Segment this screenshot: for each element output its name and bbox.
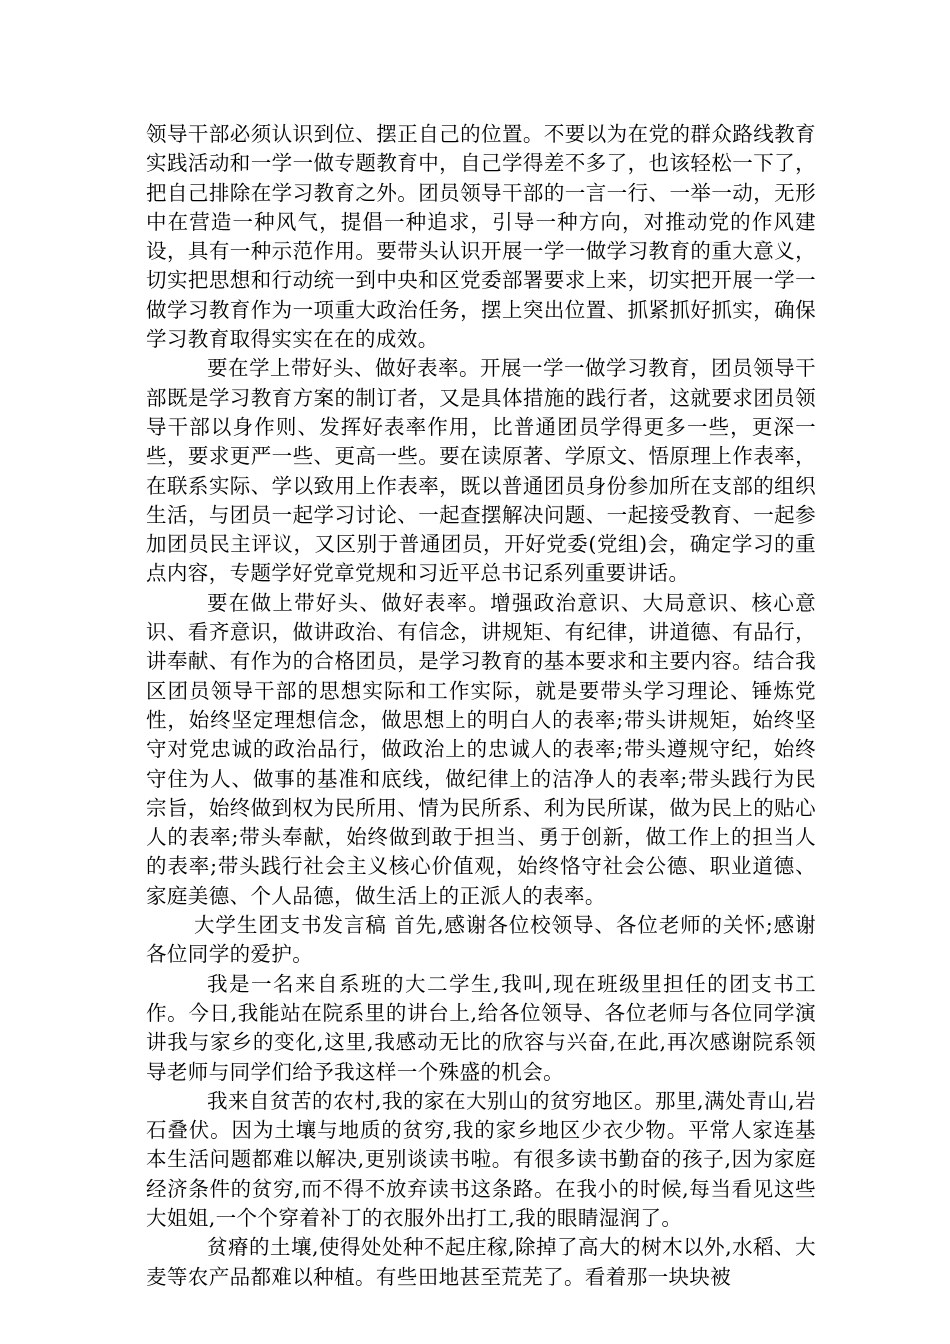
paragraph-2: 要在学上带好头、做好表率。开展一学一做学习教育，团员领导干部既是学习教育方案的制订者，又是具体措施的践行者，这就要求团员领导干部以身作则、发挥好表率作用，比普通团员学得更多一些，更深一些，要求更严一些、更高一些。要在读原著、学原文、悟原理上作表率，在联系实际、学以致用上作表率，既以普通团员身份参加所在支部的组织生活，与团员一起学习讨论、一起查摆解决问题、一起接受教育、一起参加团员民主评议，又区别于普通团员，开好党委(党组)会，确定学习的重点内容，专题学好党章党规和习近平总书记系列重要讲话。: [146, 356, 816, 586]
paragraph-1: 领导干部必须认识到位、摆正自己的位置。不要以为在党的群众路线教育实践活动和一学一做专题教育中，自己学得差不多了，也该轻松一下了，把自己排除在学习教育之外。团员领导干部的一言一行、一举一动，无形中在营造一种风气，提倡一种追求，引导一种方向，对推动党的作风建设，具有一种示范作用。要带头认识开展一学一做学习教育的重大意义，切实把思想和行动统一到中央和区党委部署要求上来，切实把开展一学一做学习教育作为一项重大政治任务，摆上突出位置、抓紧抓好抓实，确保学习教育取得实实在在的成效。: [146, 122, 816, 352]
paragraph-4: 大学生团支书发言稿 首先,感谢各位校领导、各位老师的关怀;感谢各位同学的爱护。: [146, 913, 816, 967]
paragraph-5: 我是一名来自系班的大二学生,我叫,现在班级里担任的团支书工作。今日,我能站在院系里的讲台上,给各位领导、各位老师与各位同学演讲我与家乡的变化,这里,我感动无比的欣容与兴奋,在此,再次感谢院系领导老师与同学们给予我这样一个殊盛的机会。: [146, 971, 816, 1084]
paragraph-3: 要在做上带好头、做好表率。增强政治意识、大局意识、核心意识、看齐意识，做讲政治、有信念，讲规矩、有纪律，讲道德、有品行，讲奉献、有作为的合格团员，是学习教育的基本要求和主要内容。结合我区团员领导干部的思想实际和工作实际，就是要带头学习理论、锤炼党性，始终坚定理想信念，做思想上的明白人的表率;带头讲规矩，始终坚守对党忠诚的政治品行，做政治上的忠诚人的表率;带头遵规守纪，始终守住为人、做事的基准和底线，做纪律上的洁净人的表率;带头践行为民宗旨，始终做到权为民所用、情为民所系、利为民所谋，做为民上的贴心人的表率;带头奉献，始终做到敢于担当、勇于创新，做工作上的担当人的表率;带头践行社会主义核心价值观，始终恪守社会公德、职业道德、家庭美德、个人品德，做生活上的正派人的表率。: [146, 590, 816, 908]
document-page: [146, 120, 816, 1292]
paragraph-7: 贫瘠的土壤,使得处处种不起庄稼,除掉了高大的树木以外,水稻、大麦等农产品都难以种植。有些田地甚至荒芜了。看着那一块块被: [146, 1235, 816, 1289]
paragraph-6: 我来自贫苦的农村,我的家在大别山的贫穷地区。那里,满处青山,岩石叠伏。因为土壤与地质的贫穷,我的家乡地区少衣少物。平常人家连基本生活问题都难以解决,更别谈读书啦。有很多读书勤奋的孩子,因为家庭经济条件的贫穷,而不得不放弃读书这条路。在我小的时候,每当看见这些大姐姐,一个个穿着补丁的衣服外出打工,我的眼睛湿润了。: [146, 1088, 816, 1230]
